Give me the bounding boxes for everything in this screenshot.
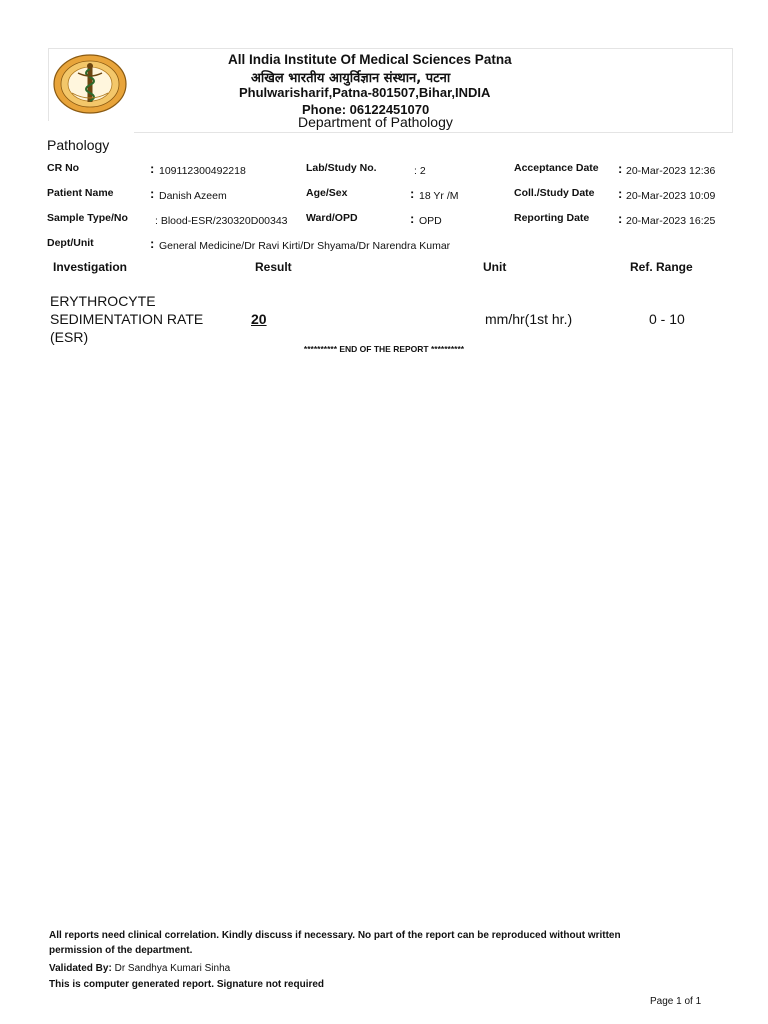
col-header-investigation: Investigation: [53, 260, 128, 274]
computer-generated-note: This is computer generated report. Signature not required: [49, 979, 325, 990]
colon: :: [150, 186, 155, 201]
reporting-date-label: Reporting Date: [514, 212, 590, 224]
validated-by-name: Dr Sandhya Kumari Sinha: [114, 963, 231, 974]
colon: :: [410, 211, 415, 226]
disclaimer-line-2: permission of the department.: [49, 945, 193, 956]
age-sex-value: 18 Yr /M: [419, 190, 459, 202]
result-value: 20: [251, 311, 267, 327]
colon: :: [150, 161, 155, 176]
ward-opd-value: OPD: [419, 215, 442, 227]
acceptance-date-value: 20-Mar-2023 12:36: [626, 165, 716, 177]
patient-name-label: Patient Name: [47, 187, 114, 199]
end-of-report: ********** END OF THE REPORT **********: [303, 344, 465, 354]
reporting-date-value: 20-Mar-2023 16:25: [626, 215, 716, 227]
col-header-result: Result: [255, 260, 292, 274]
dept-unit-label: Dept/Unit: [47, 237, 94, 249]
institute-name-hindi: अखिल भारतीय आयुर्विज्ञान संस्थान, पटना: [251, 71, 451, 86]
ref-range-value: 0 - 10: [649, 311, 685, 327]
cr-no-label: CR No: [47, 162, 80, 174]
patient-name-value: Danish Azeem: [159, 190, 227, 202]
coll-date-label: Coll./Study Date: [514, 187, 595, 199]
coll-date-value: 20-Mar-2023 10:09: [626, 190, 716, 202]
sample-type-value: : Blood-ESR/230320D00343: [155, 215, 288, 227]
col-header-unit: Unit: [483, 260, 507, 274]
section-title: Pathology: [47, 137, 110, 153]
dept-unit-value: General Medicine/Dr Ravi Kirti/Dr Shyama/Dr Narendra Kumar: [159, 240, 451, 252]
colon: :: [150, 236, 155, 251]
institute-name: All India Institute Of Medical Sciences Patna: [228, 52, 512, 67]
colon: :: [410, 186, 415, 201]
validated-by-label: Validated By:: [49, 963, 112, 974]
acceptance-date-label: Acceptance Date: [514, 162, 599, 174]
validated-by: [49, 963, 230, 974]
colon: :: [618, 186, 623, 201]
col-header-ref-range: Ref. Range: [630, 260, 693, 274]
page-number: Page 1 of 1: [650, 996, 702, 1007]
lab-study-label: Lab/Study No.: [306, 162, 377, 174]
department-title: Department of Pathology: [298, 114, 453, 130]
ward-opd-label: Ward/OPD: [306, 212, 358, 224]
institute-phone: Phone: 06122451070: [302, 102, 430, 117]
unit-value: mm/hr(1st hr.): [485, 311, 573, 327]
colon: :: [618, 211, 623, 226]
aiims-logo-icon: [52, 53, 128, 115]
disclaimer-line-1: All reports need clinical correlation. Kindly discuss if necessary. No part of the report can be reproduced without written: [49, 930, 621, 941]
table-row-investigation: [50, 292, 203, 346]
investigation-line: (ESR): [50, 329, 89, 345]
institute-address: Phulwarisharif,Patna-801507,Bihar,INDIA: [239, 85, 491, 100]
investigation-line: ERYTHROCYTE: [50, 293, 156, 309]
colon: :: [618, 161, 623, 176]
cr-no-value: 109112300492218: [159, 165, 246, 177]
investigation-line: SEDIMENTATION RATE: [50, 311, 204, 327]
age-sex-label: Age/Sex: [306, 187, 348, 199]
sample-type-label: Sample Type/No: [47, 212, 128, 224]
lab-study-value: : 2: [414, 165, 426, 177]
